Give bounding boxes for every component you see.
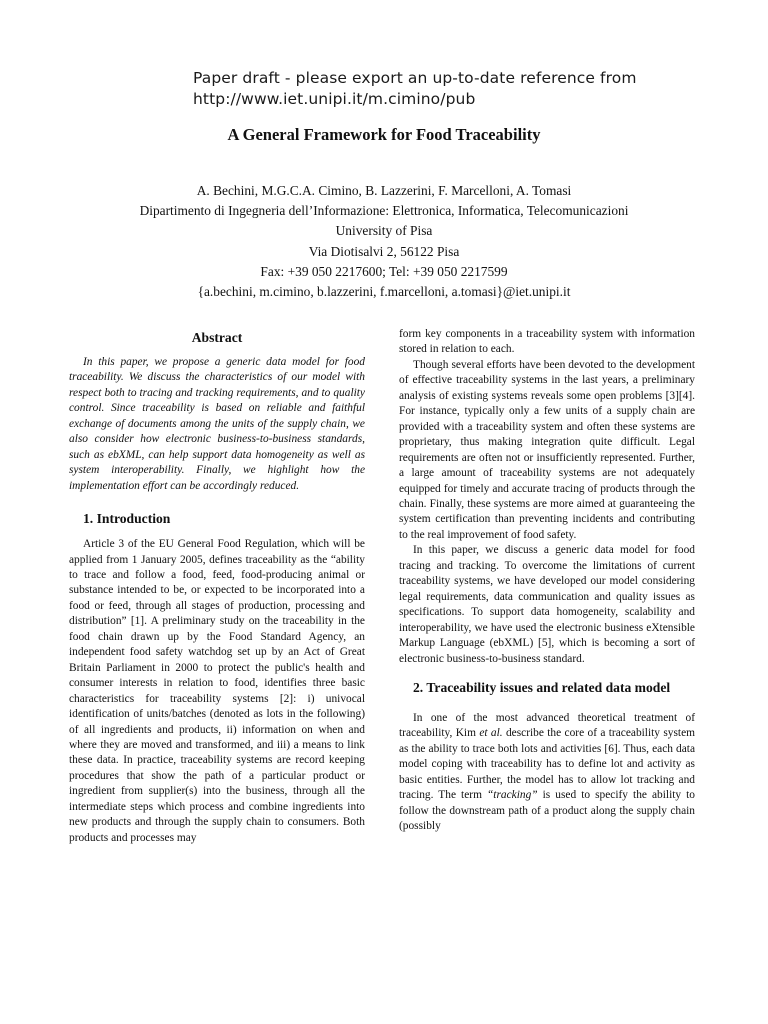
intro-paragraph-2: Though several efforts have been devoted to the development of effective traceability systems in the last years, a preliminary analysis of existing systems reveals some open problems [3][4]. For instance, typically only a few units of a supply chain are provided with a traceability system and often these systems are proprietary, thus making integration quite difficult. Legal requirements are often not or insufficiently represented. Further, a large amount of traceability systems are not adequately equipped for timely and accurate tracing of products through the chain. Finally, these systems are more aimed at guaranteeing the system certification than preventing incidents and contributing to the real improvement of food safety. [399, 358, 695, 541]
paper-title: A General Framework for Food Traceability [227, 125, 541, 144]
intro-paragraph-1-continued: form key components in a traceability system with information stored in relation to each. [399, 328, 695, 356]
text-run: is used to specify the ability to follow the downstream path of a product along the supply chain (possibly [399, 789, 695, 833]
italic-term-tracking: “tracking” [486, 789, 538, 802]
author-department: Dipartimento di Ingegneria dell’Informazione: Elettronica, Informatica, Telecomunicazioni [139, 203, 629, 219]
author-university: University of Pisa [335, 223, 433, 239]
author-names: A. Bechini, M.G.C.A. Cimino, B. Lazzerini, F. Marcelloni, A. Tomasi [196, 183, 572, 198]
intro-paragraph-3: In this paper, we discuss a generic data model for food tracing and tracking. To overcome the limitations of current traceability systems, we have developed our model considering legal requirements, data communication and quality issues as specifications. To support data homogeneity, scalability and interoperability, we have used the electronic business eXtensible Markup Language (ebXML) [5], which is becoming a sort of electronic business-to-business standard. [399, 544, 695, 665]
author-contact: Fax: +39 050 2217600; Tel: +39 050 2217599 [260, 263, 508, 279]
draft-notice-line: Paper draft - please export an up-to-date reference from [193, 69, 637, 87]
intro-paragraph-1: Article 3 of the EU General Food Regulation, which will be applied from 1 January 2005, defines traceability as the “ability to trace and follow a food, feed, food-producing animal or substance intended to be, or expected to be incorporated into a food or feed, through all stages of production, processing and distribution” [1]. A preliminary study on the traceability in the food chain drawn up by the Food Standard Agency, an independent food safety watchdog set up by an Act of Great Britain Parliament in 2000 to protect the public's health and consumer interests in relation to food, identifies three basic characteristics for traceability systems [2]: i) univocal identification of units/batches (denoted as lots in the following) of all ingredients and products, ii) information on when and where they are moved and transformed, and iii) a means to link these data. In practice, traceability systems are record keeping procedures that show the path of a particular product or ingredient from supplier(s) into the business, through all the intermediate steps which process and combine ingredients into new products and through the supply chain to consumers. Both products and processes may [69, 538, 365, 844]
author-block [0, 181, 768, 302]
section-heading-introduction: 1. Introduction [83, 511, 171, 527]
draft-notice [193, 68, 637, 110]
text-run: describe the core of a traceability system as the ability to trace both lots and activities [6]. Thus, each data model coping with traceability has to define lot and activity as basic entities. Further, the model has to allow lot tracking and tracing. The term [399, 727, 695, 802]
abstract-text: In this paper, we propose a generic data model for food traceability. We discuss the characteristics of our model with respect both to tracing and tracking requirements, and to quality control. Since traceability is based on reliable and faithful exchange of documents among the units of the supply chain, we also consider how electronic business-to-business standards, such as ebXML, can help support data homogeneity as well as system interoperability. Finally, we highlight how the implementation effort can be accordingly reduced. [69, 356, 365, 492]
author-address: Via Diotisalvi 2, 56122 Pisa [308, 243, 460, 259]
left-column [69, 327, 365, 846]
section-heading-traceability: 2. Traceability issues and related data model [413, 679, 671, 695]
text-run: In one of the most advanced theoretical treatment of traceability, Kim [399, 711, 695, 740]
section2-paragraph-1 [399, 711, 695, 835]
abstract-heading: Abstract [191, 330, 243, 345]
author-emails: {a.bechini, m.cimino, b.lazzerini, f.marcelloni, a.tomasi}@iet.unipi.it [197, 284, 571, 300]
right-column [399, 327, 695, 835]
italic-etal: et al. [479, 727, 503, 740]
draft-notice-url: http://www.iet.unipi.it/m.cimino/pub [193, 90, 476, 108]
